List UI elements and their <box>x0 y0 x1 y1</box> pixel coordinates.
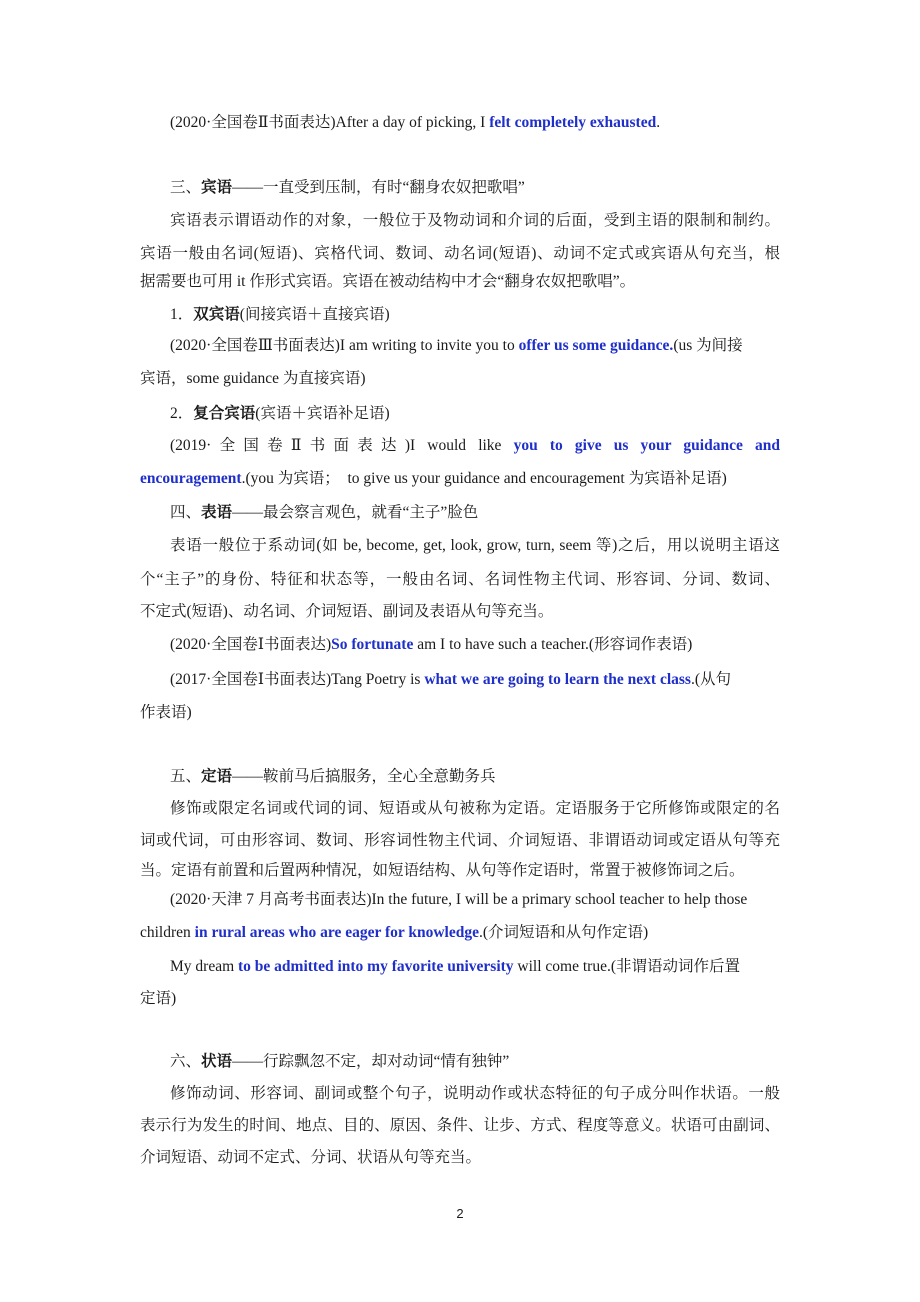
example-2020-tianjin: (2020·天津 7 月高考书面表达)In the future, I will be a primary school teacher to help those <box>170 891 748 908</box>
example-text: . <box>656 114 661 131</box>
paragraph-line: 个“主子”的身份、特征和状态等，一般由名词、名词性物主代词、形容词、分词、数词、 <box>140 571 780 588</box>
subheading-double-object: 1．双宾语(间接宾语＋直接宾语) <box>170 306 390 323</box>
section-heading-adverbial: 六、状语——行踪飘忽不定，却对动词“情有独钟” <box>170 1053 510 1070</box>
example-2020-i: (2020·全国卷Ⅰ书面表达)So fortunate am I to have such a teacher.(形容词作表语) <box>170 636 693 653</box>
paragraph-line: 宾语表示谓语动作的对象，一般位于及物动词和介词的后面，受到主语的限制和制约。 <box>170 212 780 229</box>
example-continuation: 宾语，some guidance 为直接宾语) <box>140 370 366 387</box>
highlight-text: what we are going to learn the next class <box>424 671 691 688</box>
highlight-text: you to give us your guidance and <box>513 437 780 454</box>
example-continuation: encouragement.(you 为宾语； to give us your guidance and encouragement 为宾语补足语) <box>140 470 727 487</box>
example-continuation: 作表语) <box>140 704 192 721</box>
paragraph-line: 表语一般位于系动词(如 be, become, get, look, grow, turn, seem 等)之后，用以说明主语这 <box>170 537 780 554</box>
example-text: (2020·全国卷Ⅱ书面表达)After a day of picking, I <box>170 114 490 131</box>
section-heading-predicative: 四、表语——最会察言观色，就看“主子”脸色 <box>170 504 479 521</box>
example-my-dream: My dream to be admitted into my favorite university will come true.(非谓语动词作后置 <box>170 958 740 975</box>
highlight-text: offer us some guidance. <box>518 337 674 354</box>
highlight-text: to be admitted into my favorite university <box>238 958 514 975</box>
heading-term: 定语 <box>201 768 233 785</box>
paragraph-line: 介词短语、动词不定式、分词、状语从句等充当。 <box>140 1149 482 1166</box>
example-2020-ii <box>170 113 780 133</box>
paragraph-line: 词或代词，可由形容词、数词、形容词性物主代词、介词短语、非谓语动词或定语从句等充 <box>140 832 780 849</box>
subheading-complex-object: 2．复合宾语(宾语＋宾语补足语) <box>170 405 390 422</box>
example-2020-iii: (2020·全国卷Ⅲ书面表达)I am writing to invite you to offer us some guidance.(us 为间接 <box>170 337 743 354</box>
heading-term: 宾语 <box>201 179 233 196</box>
highlight-text: encouragement <box>140 470 242 487</box>
paragraph-line: 修饰动词、形容词、副词或整个句子，说明动作或状态特征的句子成分叫作状语。一般 <box>170 1085 780 1102</box>
section-heading-attributive: 五、定语——鞍前马后搞服务，全心全意勤务兵 <box>170 768 496 785</box>
highlight-text: felt completely exhausted <box>489 114 657 131</box>
paragraph-line: 表示行为发生的时间、地点、目的、原因、条件、让步、方式、程度等意义。状语可由副词、 <box>140 1117 780 1134</box>
paragraph-line: 修饰或限定名词或代词的词、短语或从句被称为定语。定语服务于它所修饰或限定的名 <box>170 800 780 817</box>
section-heading-object: 三、宾语——一直受到压制，有时“翻身农奴把歌唱” <box>170 179 525 196</box>
example-continuation: 定语) <box>140 990 177 1007</box>
page-number: 2 <box>456 1206 464 1221</box>
highlight-text: in rural areas who are eager for knowledge <box>194 924 479 941</box>
heading-term: 表语 <box>201 504 233 521</box>
example-2017-i: (2017·全国卷Ⅰ书面表达)Tang Poetry is what we are going to learn the next class.(从句 <box>170 671 731 688</box>
paragraph-line: 不定式(短语)、动名词、介词短语、副词及表语从句等充当。 <box>140 603 554 620</box>
example-2019-ii: (2019·全国卷Ⅱ书面表达)I would like you to give us your guidance and <box>170 437 780 454</box>
paragraph-line: 宾语一般由名词(短语)、宾格代词、数词、动名词(短语)、动词不定式或宾语从句充当，根 <box>140 245 780 262</box>
example-continuation: children in rural areas who are eager for knowledge.(介词短语和从句作定语) <box>140 924 649 941</box>
paragraph-line: 据需要也可用 it 作形式宾语。宾语在被动结构中才会“翻身农奴把歌唱”。 <box>140 273 636 290</box>
heading-term: 状语 <box>201 1053 233 1070</box>
highlight-text: So fortunate <box>331 636 414 653</box>
paragraph-line: 当。定语有前置和后置两种情况，如短语结构、从句等作定语时，常置于被修饰词之后。 <box>140 862 745 879</box>
